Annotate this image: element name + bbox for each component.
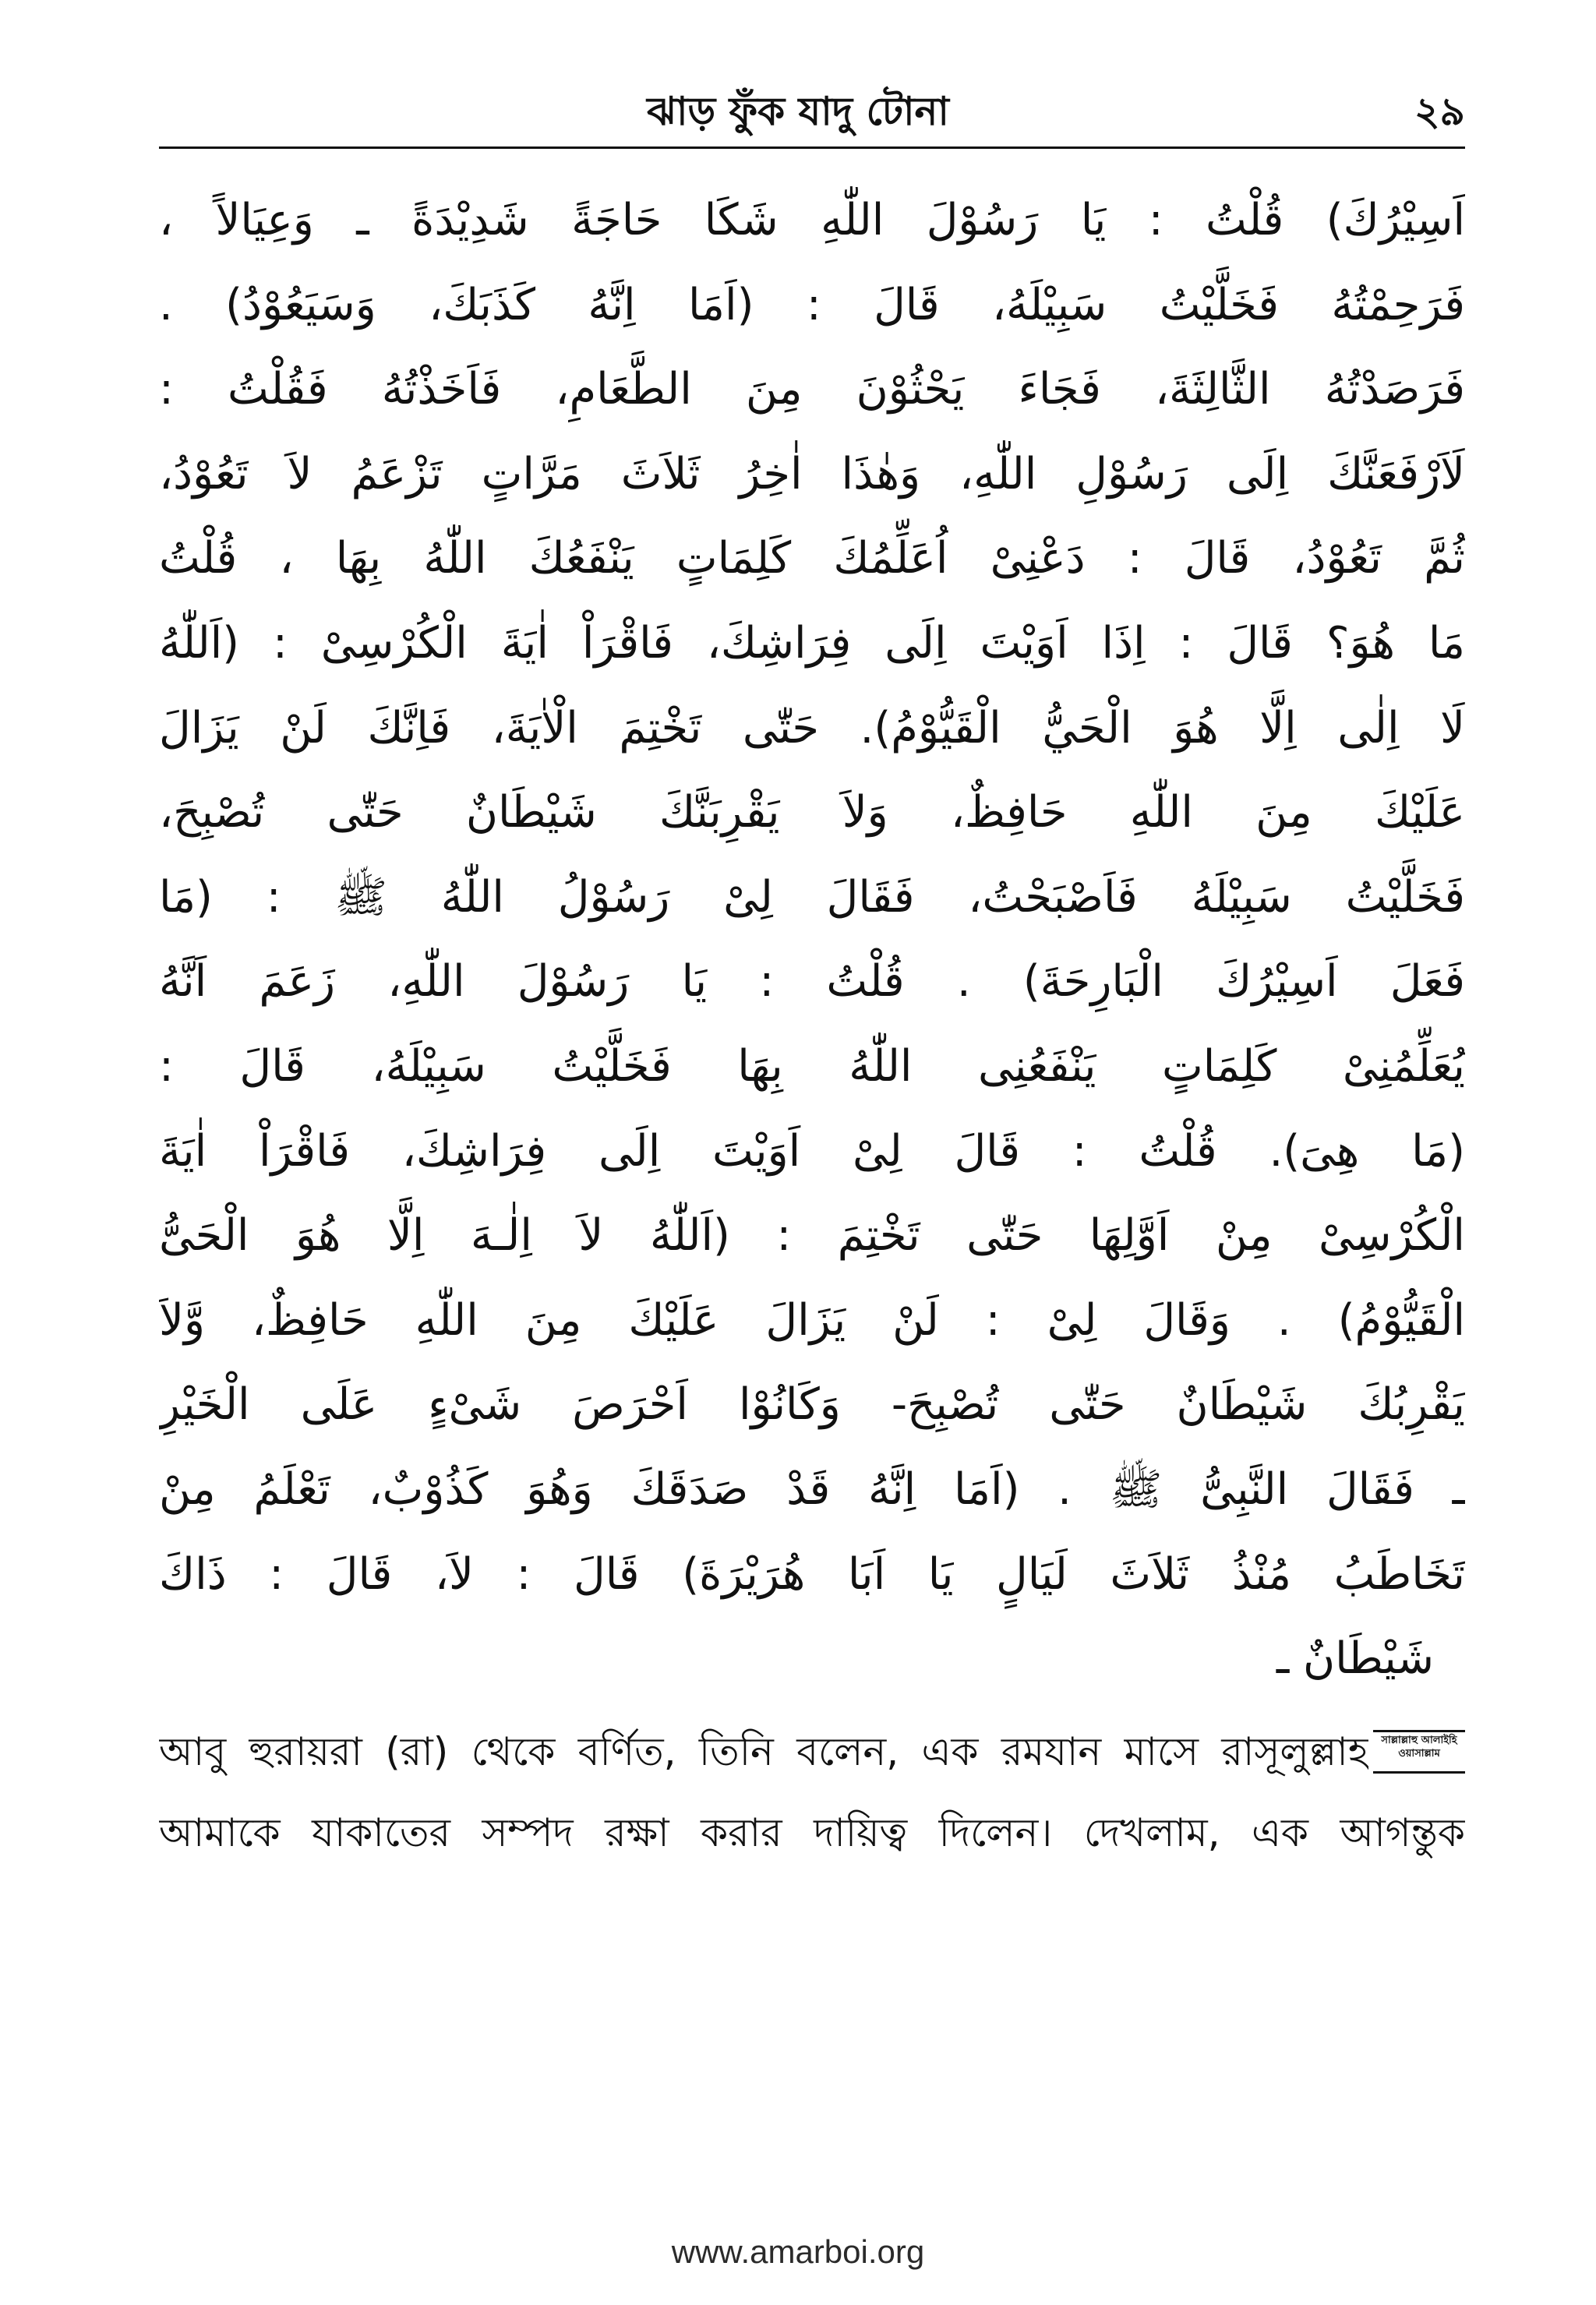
arabic-line: مَا هُوَ؟ قَالَ : اِذَا اَوَيْتَ اِلَى فِرَاشِكَ، فَاقْرَاْ اٰيَةَ الْكُرْسِىْ : (اَللّٰهُ <box>159 617 1465 669</box>
arabic-line: فَرَحِمْتُهُ فَخَلَّيْتُ سَبِيْلَهُ، قَالَ : (اَمَا اِنَّهُ كَذَبَكَ، وَسَيَعُوْدُ) . <box>159 279 1465 330</box>
bengali-translation-line <box>159 1717 1465 1787</box>
arabic-line: عَلَيْكَ مِنَ اللّٰهِ حَافِظٌ، وَلاَ يَقْرِبَنَّكَ شَيْطَانٌ حَتّٰى تُصْبِحَ، <box>159 787 1465 838</box>
arabic-line: يُعَلِّمُنِىْ كَلِمَاتٍ يَنْفَعُنِى اللّٰهُ بِهَا فَخَلَّيْتُ سَبِيْلَهُ، قَالَ : <box>159 1040 1465 1092</box>
bengali-translation-line <box>159 1798 1465 1868</box>
arabic-line: الْكُرْسِىْ مِنْ اَوَّلِهَا حَتّٰى تَخْتِمَ : (اَللّٰهُ لاَ اِلٰـهَ اِلَّا هُوَ الْحَىُّ <box>159 1210 1465 1262</box>
honorific-seal-icon: সাল্লাল্লাহু আলাইহি ওয়াসাল্লাম <box>1373 1730 1465 1774</box>
arabic-line: يَقْرِبُكَ شَيْطَانٌ حَتّٰى تُصْبِحَ- وَكَانُوْا اَحْرَصَ شَىْءٍ عَلَى الْخَيْرِ <box>159 1379 1465 1431</box>
arabic-line: فَرَصَدْتُهُ الثَّالِثَةَ، فَجَاءَ يَحْثُوْنَ مِنَ الطَّعَامِ، فَاَخَذْتُهُ فَقُلْتُ : <box>159 364 1465 415</box>
bengali-line-text: আমাকে যাকাতের সম্পদ রক্ষা করার দায়িত্ব দিলেন। দেখলাম, এক আগন্তুক <box>159 1810 1465 1855</box>
running-header-title: ঝাড় ফুঁক যাদু টোনা <box>647 89 949 134</box>
arabic-line: الْقَيُّوْمُ) . وَقَالَ لِىْ : لَنْ يَزَالَ عَلَيْكَ مِنَ اللّٰهِ حَافِظٌ، وَّلاَ <box>159 1294 1465 1346</box>
header-divider <box>159 146 1465 149</box>
arabic-line: فَعَلَ اَسِيْرُكَ الْبَارِحَةَ) . قُلْتُ : يَا رَسُوْلَ اللّٰهِ، زَعَمَ اَنَّهُ <box>159 956 1465 1008</box>
footer-watermark-url: www.amarboi.org <box>671 2233 925 2270</box>
arabic-text-block <box>159 178 1465 1702</box>
arabic-line: اَسِيْرُكَ) قُلْتُ : يَا رَسُوْلَ اللّٰهِ شَكَا حَاجَةً شَدِيْدَةً ـ وَعِيَالاً ، <box>159 195 1465 245</box>
arabic-line: فَخَلَّيْتُ سَبِيْلَهُ فَاَصْبَحْتُ، فَقَالَ لِىْ رَسُوْلُ اللّٰهُ ﷺ : (مَا <box>159 871 1465 923</box>
page-number: ২৯ <box>1414 89 1465 134</box>
arabic-line-last: شَيْطَانٌ ـ <box>1276 1633 1434 1685</box>
arabic-line: لَا اِلٰى اِلَّا هُوَ الْحَيُّ الْقَيُّوْمُ). حَتّٰى تَخْتِمَ الْاٰيَةَ، فَاِنَّكَ لَنْ يَزَالَ <box>159 702 1465 754</box>
arabic-line: لَاَرْفَعَنَّكَ اِلَى رَسُوْلِ اللّٰهِ، وَهٰذَا اٰخِرُ ثَلاَثَ مَرَّاتٍ تَزْعَمُ لاَ تَعُوْدُ، <box>159 448 1465 499</box>
arabic-line: ـ فَقَالَ النَّبِىُّ ﷺ . (اَمَا اِنَّهُ قَدْ صَدَقَكَ وَهُوَ كَذُوْبٌ، تَعْلَمُ مِنْ <box>159 1463 1465 1515</box>
arabic-line: تَخَاطَبُ مُنْذُ ثَلاَثَ لَيَالٍ يَا اَبَا هُرَيْرَةَ) قَالَ : لاَ، قَالَ : ذَاكَ <box>159 1548 1465 1600</box>
arabic-line: ثُمَّ تَعُوْدُ، قَالَ : دَعْنِىْ اُعَلِّمُكَ كَلِمَاتٍ يَنْفَعُكَ اللّٰهُ بِهَا ، قُلْتُ <box>159 533 1465 584</box>
arabic-line: (مَا هِىَ). قُلْتُ : قَالَ لِىْ اَوَيْتَ اِلَى فِرَاشِكَ، فَاقْرَاْ اٰيَةَ <box>159 1125 1465 1177</box>
bengali-line-text: আবু হুরায়রা (রা) থেকে বর্ণিত, তিনি বলেন, এক রমযান মাসে রাসূলুল্লাহ <box>159 1729 1368 1774</box>
